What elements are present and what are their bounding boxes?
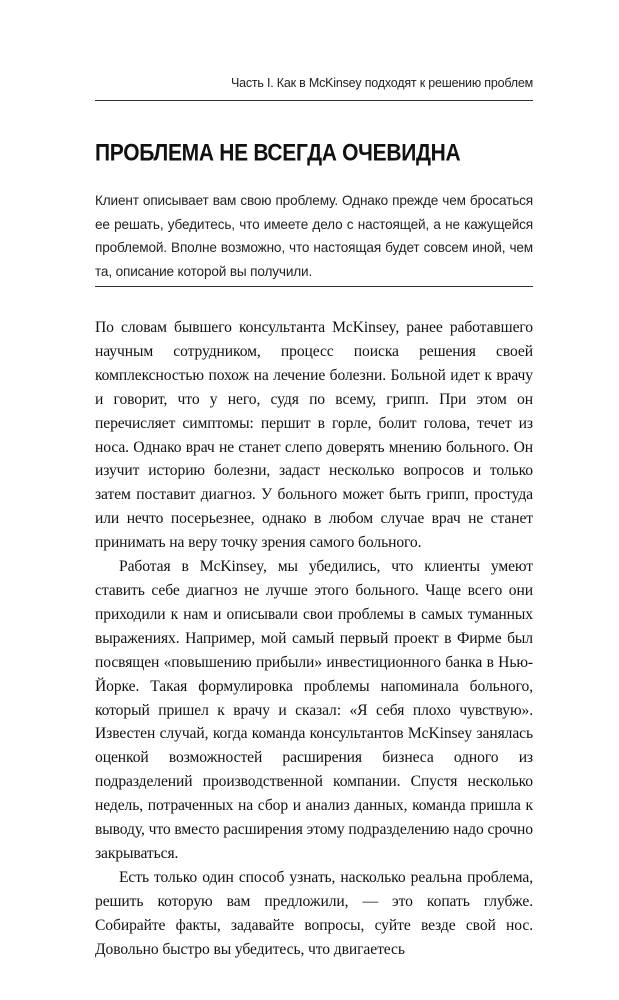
body-paragraph-3: Есть только один способ узнать, насколько реальна проблема, решить которую вам предложили, — это копать глубже. Собирайте факты, задавайте вопросы, суйте везде свой нос. Довольно быстро вы убедитесь, что двигаетесь <box>95 868 533 958</box>
lead-rule <box>95 286 533 287</box>
body-paragraph-2: Работая в McKinsey, мы убедились, что клиенты умеют ставить себе диагноз не лучше этого больного. Чаще всего они приходили к нам и описывали свои проблемы в самых туманных выражениях. Например, мой самый первый проект в Фирме был посвящен «повышению прибыли» инвестиционного банка в Нью-Йорке. Такая формулировка проблемы напоминала больного, который пришел к врачу и сказал: «Я себя плохо чувствую». Известен случай, когда команда консультантов McKinsey занялась оценкой возможностей расширения бизнеса одного из подразделений производственной компании. Спустя несколько недель, потраченных на сбор и анализ данных, команда пришла к выводу, что вместо расширения этому подразделению надо срочно закрываться. <box>95 558 533 862</box>
lead-paragraph: Клиент описывает вам свою проблему. Однако прежде чем бросаться ее решать, убедитесь, что имеете дело с настоящей, а не кажущейся проблемой. Вполне возможно, что настоящая будет совсем иной, чем та, описание которой вы получили. <box>95 193 533 279</box>
header-rule <box>95 100 533 101</box>
body-paragraph-1: По словам бывшего консультанта McKinsey, ранее работавшего научным сотрудником, процесс поиска решения своей комплексностью похож на лечение болезни. Больной идет к врачу и говорит, что у него, судя по всему, грипп. При этом он перечисляет симптомы: першит в горле, болит голова, течет из носа. Однако врач не станет слепо доверять мнению больного. Он изучит историю болезни, задаст несколько вопросов и только затем поставит диагноз. У больного может быть грипп, простуда или нечто посерьезнее, однако в любом случае врач не станет принимать на веру точку зрения самого больного. <box>95 319 533 552</box>
running-head: Часть I. Как в McKinsey подходят к решению проблем <box>230 76 533 90</box>
chapter-title: ПРОБЛЕМА НЕ ВСЕГДА ОЧЕВИДНА <box>95 140 461 167</box>
body-text <box>95 316 533 961</box>
